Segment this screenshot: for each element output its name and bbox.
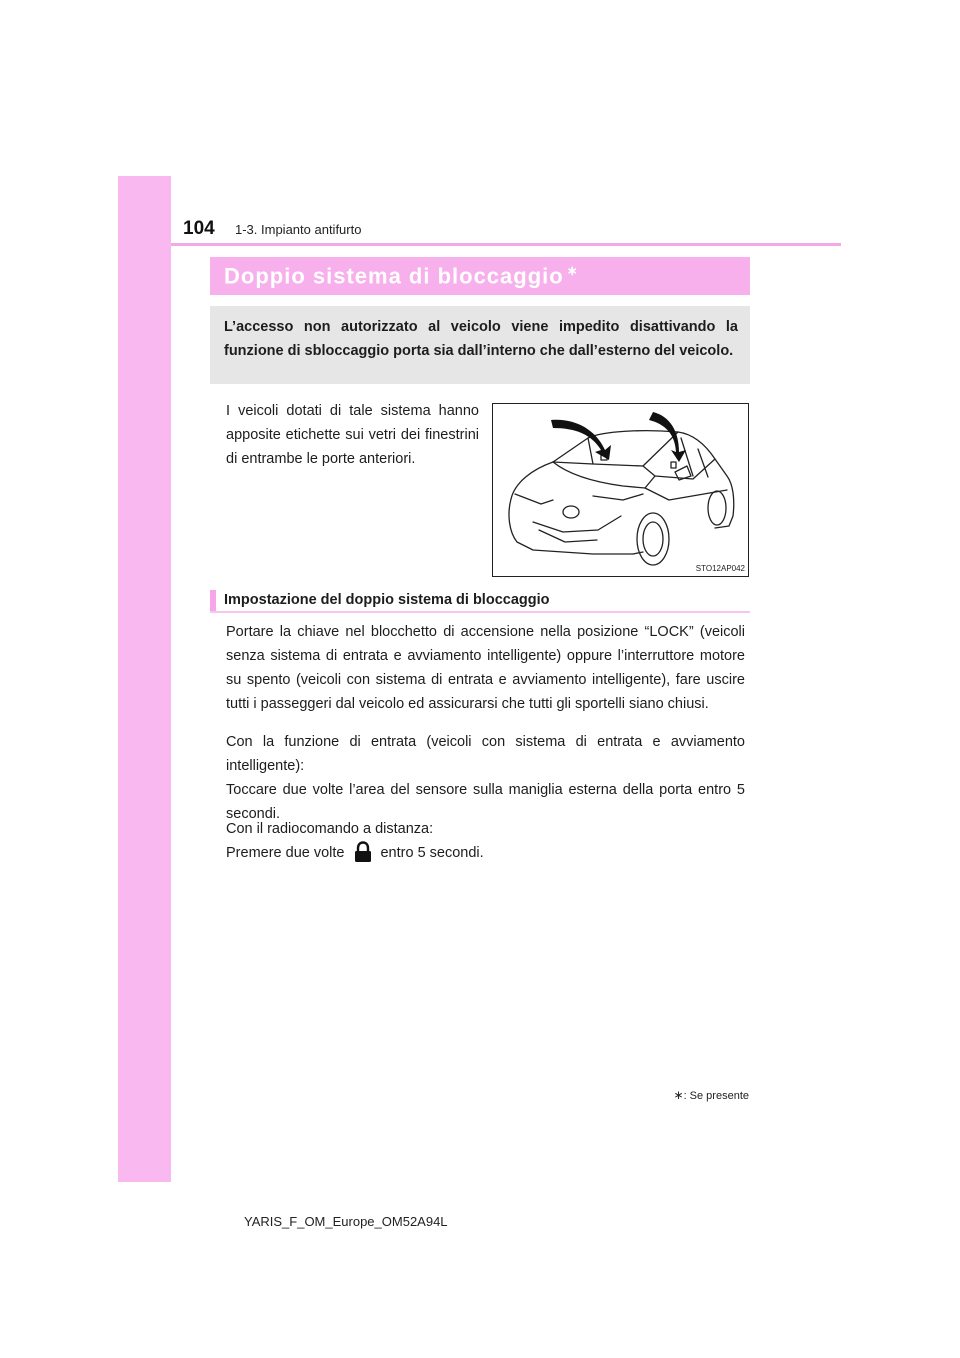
sub-heading-rule xyxy=(210,611,750,613)
footnote xyxy=(674,1088,750,1102)
chapter-side-tab xyxy=(118,176,171,1182)
entry-function-heading: Con la funzione di entrata (veicoli con sistema di entrata e avviamento intelligente): xyxy=(226,734,745,774)
footnote-text: : Se presente xyxy=(683,1090,749,1102)
footnote-marker: ∗ xyxy=(673,1088,684,1102)
header-rule xyxy=(171,243,841,246)
instruction-paragraph-1: Portare la chiave nel blocchetto di accensione nella posizione “LOCK” (veicoli senza sistema di entrata e avviamento intelligente) oppure l’interruttore motore su spento (veicoli con sistema di entrata e avviamento intelligente), fare uscire tutti i passeggeri dal veicolo ed assicurarsi che tutti gli sportelli siano chiusi. xyxy=(226,624,745,712)
document-code: YARIS_F_OM_Europe_OM52A94L xyxy=(244,1214,448,1229)
entry-function-text: Toccare due volte l’area del sensore sulla maniglia esterna della porta entro 5 secondi. xyxy=(226,782,745,822)
section-title xyxy=(224,263,579,289)
section-title-text: Doppio sistema di bloccaggio xyxy=(224,263,564,289)
remote-heading: Con il radiocomando a distanza: xyxy=(226,821,434,837)
label-description: I veicoli dotati di tale sistema hanno apposite etichette sui vetri dei finestrini di entrambe le porte anteriori. xyxy=(226,403,479,467)
instruction-paragraph-2 xyxy=(226,730,745,826)
optional-marker: ∗ xyxy=(566,262,579,278)
section-label: 1-3. Impianto antifurto xyxy=(235,222,362,237)
car-drawing xyxy=(493,404,748,576)
remote-text xyxy=(226,841,745,865)
sub-heading-bar xyxy=(210,590,216,612)
intro-box: L’accesso non autorizzato al veicolo viene impedito disattivando la funzione di sbloccaggio porta sia dall’interno che dall’esterno del veicolo. xyxy=(210,306,750,384)
remote-text-start: Premere due volte xyxy=(226,845,345,861)
lock-icon xyxy=(352,841,374,863)
instruction-paragraph-3 xyxy=(226,817,745,865)
section-title-bar xyxy=(210,257,750,295)
sub-heading xyxy=(210,590,750,612)
sub-heading-text: Impostazione del doppio sistema di bloccaggio xyxy=(224,592,550,608)
remote-text-end: entro 5 secondi. xyxy=(380,845,484,861)
car-illustration xyxy=(492,403,749,577)
page-number: 104 xyxy=(183,218,215,239)
figure-code: STO12AP042 xyxy=(695,564,745,573)
